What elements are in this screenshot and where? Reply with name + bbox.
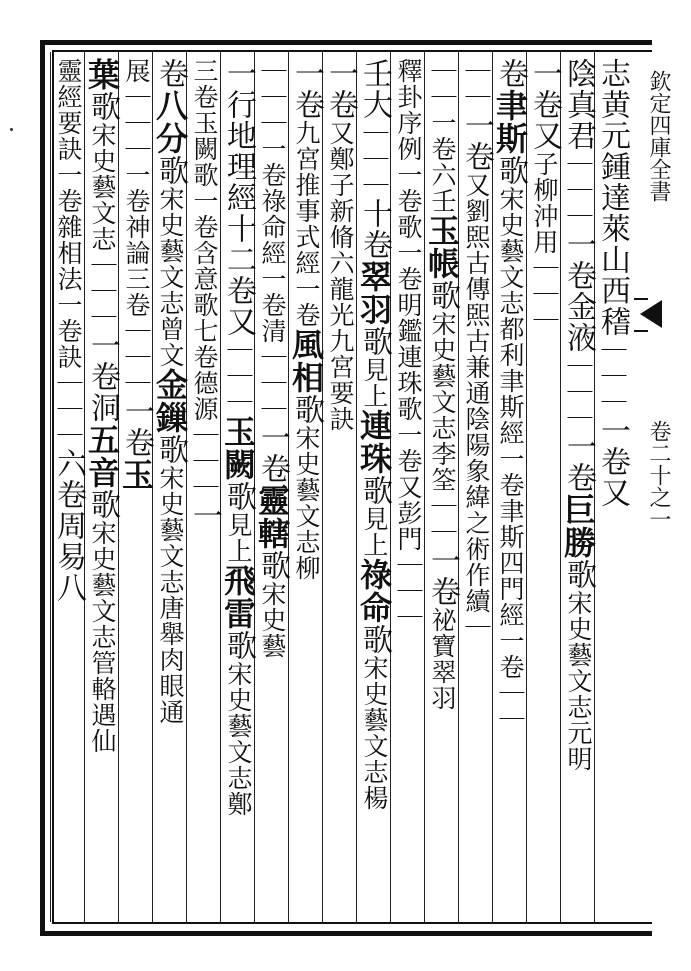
fishtail-rule-top: [634, 298, 648, 300]
column-text: 陰真君: [561, 58, 596, 151]
column-text: 歌: [85, 489, 120, 520]
column-text: 宋史藝文志都利聿斯經一卷聿斯四門經一卷: [496, 186, 525, 680]
column-text: 歌: [357, 326, 392, 357]
column-text: 宋史藝文志元明: [564, 590, 593, 772]
column-text: 三卷玉闕歌一卷含意歌七卷: [190, 58, 219, 370]
text-column: [592, 58, 632, 508]
column-text: ｜｜｜: [564, 353, 593, 431]
column-text: 又: [527, 120, 562, 151]
entry-heading: 玉闕: [219, 415, 257, 481]
column-text: 宋史藝文志柳: [292, 425, 321, 581]
column-text: 又鄭子新脩六: [326, 120, 355, 276]
entry-heading: 飛雷: [219, 564, 257, 630]
text-column: [218, 58, 258, 817]
column-text: 卷: [493, 58, 528, 89]
column-text: 宋史藝文志唐舉肉眼通: [156, 465, 185, 725]
text-column: [116, 58, 156, 491]
column-text: 宋史藝文志管輅遇仙: [88, 520, 117, 754]
entry-heading: 翠羽: [355, 260, 393, 326]
column-text: 又: [595, 477, 630, 508]
column-text: 歌: [221, 630, 256, 661]
column-text: ｜｜｜: [54, 370, 83, 448]
column-text: 一卷洞: [85, 330, 120, 423]
column-text: 一卷: [527, 58, 562, 120]
column-text: 一行地理經十二卷又: [221, 58, 256, 337]
entry-heading: 五音: [83, 423, 121, 489]
text-column: [422, 58, 462, 711]
column-text: 歌: [85, 91, 120, 122]
entry-heading: 祿命: [355, 558, 393, 624]
entry-heading: 巨勝: [559, 493, 597, 559]
column-text: 一卷: [255, 422, 290, 484]
text-column: [524, 58, 564, 333]
inner-border-bottom: [52, 922, 652, 924]
text-column: [252, 58, 292, 659]
column-text: ｜｜｜: [88, 252, 117, 330]
column-text: 訣: [54, 344, 83, 370]
column-text: 十卷: [357, 198, 392, 260]
column-text: 宋史藝文志李筌: [428, 311, 457, 493]
column-text: ｜｜: [462, 58, 491, 110]
column-text: ｜｜一卷六壬: [428, 58, 457, 214]
column-text: ｜｜: [428, 493, 457, 545]
column-text: 𥡴: [595, 306, 630, 337]
fishtail-rule-bottom: [634, 330, 648, 332]
column-text: ｜｜｜: [224, 337, 253, 415]
column-text: 釋卦序例一卷: [394, 58, 423, 214]
column-text: ｜｜｜: [258, 344, 287, 422]
entry-heading: 葉: [83, 58, 121, 91]
column-text: 一卷金液: [561, 229, 596, 353]
entry-heading: 聿斯: [491, 89, 529, 155]
text-column: [48, 58, 88, 603]
column-text: 子柳沖用: [530, 151, 559, 255]
column-text: ｜｜｜一卷: [122, 84, 151, 214]
entry-heading: 玉: [117, 458, 155, 491]
entry-heading: 風相: [287, 328, 325, 394]
column-text: ｜: [462, 614, 491, 640]
entry-heading: 金鏁: [151, 368, 189, 434]
column-text: 宋史藝文志鄭: [224, 661, 253, 817]
column-text: 一卷: [595, 415, 630, 477]
column-text: 上: [360, 383, 389, 409]
text-column: [456, 58, 496, 640]
column-text: 萊山西: [595, 213, 630, 306]
text-column: [490, 58, 530, 732]
entry-heading: 靈轄: [253, 484, 291, 550]
column-text: 上: [360, 532, 389, 558]
text-column: [184, 58, 224, 531]
column-text: ｜｜: [496, 680, 525, 732]
book-title: 欽定四庫全書: [646, 70, 671, 202]
entry-heading: 連珠: [355, 409, 393, 475]
column-text: 靈經要訣一卷雜相法一卷: [54, 58, 83, 344]
column-text: ｜｜｜: [598, 337, 627, 415]
column-text: 宋史藝文志楊: [360, 655, 389, 811]
column-text: 見: [360, 506, 389, 532]
column-text: 歌: [357, 475, 392, 506]
column-text: 九宮推事式經一卷: [292, 120, 321, 328]
speck: [10, 128, 13, 131]
column-text: 一卷: [289, 58, 324, 120]
entry-heading: 八分: [151, 89, 189, 155]
column-text: 歌: [289, 394, 324, 425]
column-text: 上: [224, 538, 253, 564]
column-text: 卷: [153, 58, 188, 89]
column-text: 壬大: [357, 58, 392, 120]
column-text: ｜｜｜: [190, 422, 219, 500]
column-text: ｜｜｜: [394, 552, 423, 630]
column-text: 歌: [153, 434, 188, 465]
column-text: 宋史藝: [258, 581, 287, 659]
column-text: ｜｜｜: [122, 318, 151, 396]
column-text: 歌一卷明鑑連珠歌一卷又彭門: [394, 214, 423, 552]
column-text: 歌: [493, 155, 528, 186]
column-text: 一卷: [459, 110, 494, 172]
column-text: 宋史藝文志: [88, 122, 117, 252]
column-text: ｜｜｜: [564, 151, 593, 229]
column-text: 志黄元鍾達: [595, 58, 630, 213]
column-text: 清: [258, 318, 287, 344]
column-text: 歌: [153, 155, 188, 186]
entry-heading: 玉帳: [423, 214, 461, 280]
text-column: [320, 58, 360, 432]
column-text: 見: [360, 357, 389, 383]
text-column: [388, 58, 428, 630]
column-text: 又劉𤋮古傳𤋮古兼通陰陽象緯之術作續: [462, 172, 491, 614]
inner-border-top: [52, 50, 652, 52]
column-text: 宋史藝文志曾文: [156, 186, 185, 368]
column-text: 歌: [255, 550, 290, 581]
column-text: 一卷: [119, 396, 154, 458]
column-text: 歌: [357, 624, 392, 655]
column-text: 一: [187, 500, 222, 531]
column-text: 歌: [221, 481, 256, 512]
column-text: 一卷: [323, 58, 358, 120]
text-column: [82, 58, 122, 754]
column-text: 龍光九宮要訣: [326, 276, 355, 432]
fishtail-mark: [640, 300, 662, 328]
column-text: 德源: [190, 370, 219, 422]
column-text: 神論三卷: [122, 214, 151, 318]
text-column: [558, 58, 598, 772]
column-text: 一卷: [561, 431, 596, 493]
column-text: 一卷: [425, 545, 460, 607]
text-column: [354, 58, 394, 811]
column-text: 祕寶翠羽: [428, 607, 457, 711]
column-text: 展: [122, 58, 151, 84]
column-text: 見: [224, 512, 253, 538]
column-text: 歌: [561, 559, 596, 590]
text-column: [286, 58, 326, 581]
volume-label: 卷二十之一: [646, 420, 671, 530]
column-text: 祿命經一卷: [258, 188, 287, 318]
text-column: [150, 58, 190, 725]
column-text: ｜｜｜一卷: [258, 58, 287, 188]
column-text: 歌: [425, 280, 460, 311]
column-text: ｜｜｜: [360, 120, 389, 198]
column-text: 六卷周易八: [51, 448, 86, 603]
column-text: ｜｜｜: [530, 255, 559, 333]
